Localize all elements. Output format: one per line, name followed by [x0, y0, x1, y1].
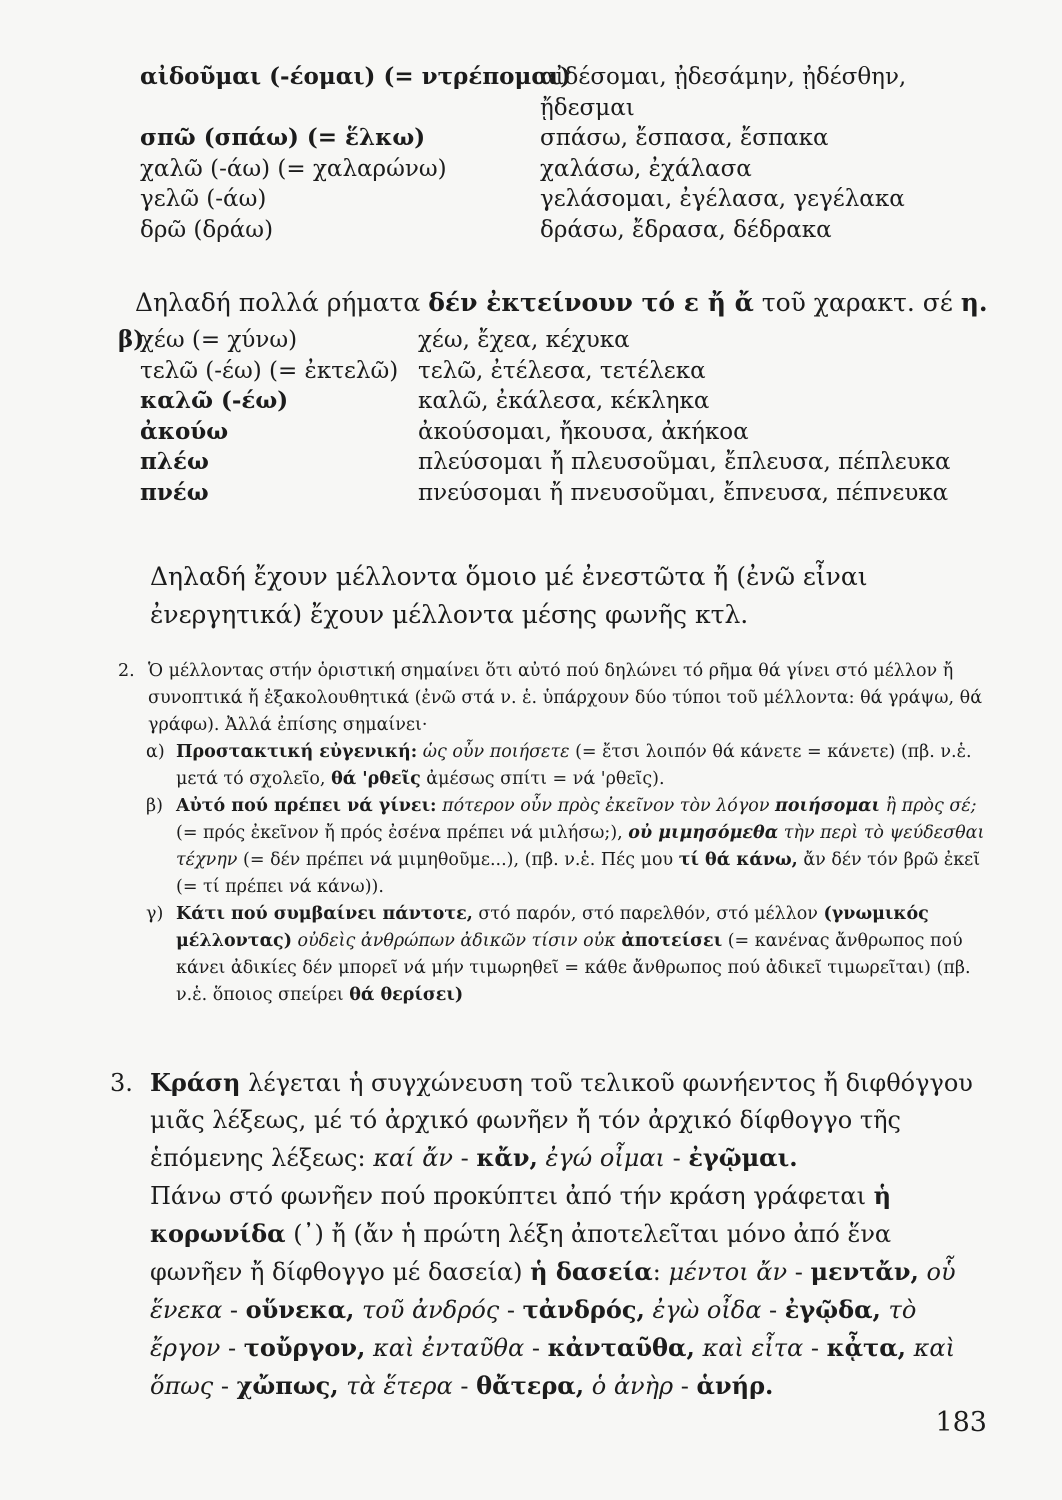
verb-forms: γελάσομαι, ἐγέλασα, γεγέλακα	[540, 186, 905, 212]
table-row	[140, 215, 985, 246]
beta-marker: β)	[118, 326, 145, 353]
section-2-item-c: γ) Κάτι πού συμβαίνει πάντοτε, στό παρόν, στό παρελθόν, στό μέλλον (γνωμικός μέλλοντας) οὐδεὶς ἀνθρώπων ἀδικῶν τίσιν οὐκ ἀποτείσει (= κανένας ἄνθρωπος πού κάνει ἀδικίες δέν μπορεῖ νά μήν τιμωρηθεῖ = κάθε ἄνθρωπος πού ἀδικεῖ τιμωρεῖται) (πβ. ν.ἑ. ὅποιος σπείρει θά θερίσει)	[146, 904, 971, 1005]
section-3	[110, 1064, 990, 1405]
section-3-para-2: Πάνω στό φωνῆεν πού προκύπτει ἀπό τήν κράση γράφεται ἡ κορωνίδα (᾿) ἤ (ἄν ἡ πρώτη λέξη ἀποτελεῖται μόνο ἀπό ἕνα φωνῆεν ἤ δίφθογγο μέ δασεία) ἡ δασεία: μέντοι ἄν - μεντἄν, οὗ ἕνεκα - οὕνεκα, τοῦ ἀνδρός - τἀνδρός, ἐγὼ οἶδα - ἐγῷδα, τὸ ἔργον - τοὔργον, καὶ ἐνταῦθα - κἀνταῦθα, καὶ εἶτα - κᾆτα, καὶ ὅπως - χὤπως, τὰ ἕτερα - θἄτερα, ὁ ἀνὴρ - ἁνήρ.	[150, 1181, 956, 1400]
section-3-para-1: 3. Κράση λέγεται ἡ συγχώνευση τοῦ τελικοῦ φωνήεντος ἤ διφθόγγου μιᾶς λέξεως, μέ τό ἀρχικό φωνῆεν ἤ τόν ἀρχικό δίφθογγο τῆς ἑπόμενης λέξεως: καί ἄν - κἄν, ἐγώ οἶμαι - ἐγῷμαι.	[110, 1064, 990, 1177]
verb-forms: δράσω, ἔδρασα, δέδρακα	[540, 216, 832, 243]
verb-lemma: τελῶ (-έω) (= ἐκτελῶ)	[140, 357, 399, 384]
section-number: 2.	[118, 661, 135, 681]
verb-lemma: καλῶ (-έω)	[140, 387, 289, 414]
verb-forms: πνεύσομαι ἤ πνευσοῦμαι, ἔπνευσα, πέπνευκα	[418, 479, 949, 506]
verb-lemma: χαλῶ (-άω) (= χαλαρώνω)	[140, 155, 447, 182]
verb-forms: καλῶ, ἐκάλεσα, κέκληκα	[418, 388, 710, 414]
verb-table-1	[140, 62, 985, 245]
summary-line-1: Δηλαδή πολλά ρήματα δέν ἐκτείνουν τό ε ἤ ἄ τοῦ χαρακτ. σέ η.	[135, 288, 988, 317]
verb-forms: τελῶ, ἐτέλεσα, τετέλεκα	[418, 357, 706, 384]
section-2-item-b: β) Αὐτό πού πρέπει νά γίνει: πότερον οὖν πρὸς ἐκεῖνον τὸν λόγον ποιήσομαι ἢ πρὸς σέ; (= πρός ἐκεῖνον ἤ πρός ἐσένα πρέπει νά μιλήσω;), οὐ μιμησόμεθα τὴν περὶ τὸ ψεύδεσθαι τέχνην (= δέν πρέπει νά μιμηθοῦμε...), (πβ. ν.ἑ. Πές μου τί θά κάνω, ἄν δέν τόν βρῶ ἐκεῖ (= τί πρέπει νά κάνω)).	[146, 796, 985, 897]
table-row	[140, 62, 985, 123]
table-row	[140, 123, 985, 154]
table-row	[118, 356, 951, 387]
verb-lemma: ἀκούω	[140, 417, 229, 445]
table-row	[118, 386, 951, 417]
verb-lemma: πνέω	[140, 478, 209, 506]
verb-lemma: δρῶ (δράω)	[140, 216, 274, 243]
page-number: 183	[935, 1407, 987, 1438]
verb-lemma: αἰδοῦμαι (-έομαι) (= ντρέπομαι)	[140, 63, 572, 90]
verb-forms: ἀκούσομαι, ἤκουσα, ἀκήκοα	[418, 418, 749, 445]
table-row	[140, 154, 985, 185]
table-row	[118, 417, 951, 448]
verb-forms: σπάσω, ἔσπασα, ἔσπακα	[540, 125, 829, 151]
verb-lemma: γελῶ (-άω)	[140, 186, 267, 212]
table-row	[140, 184, 985, 215]
verb-forms: πλεύσομαι ἤ πλευσοῦμαι, ἔπλευσα, πέπλευκα	[418, 449, 951, 475]
section-2-intro: 2. Ὁ μέλλοντας στήν ὁριστική σημαίνει ὅτι αὐτό πού δηλώνει τό ρῆμα θά γίνει στό μέλλον ἤ συνοπτικά ἤ ἐξακολουθητικά (ἐνῶ στά ν. ἑ. ὑπάρχουν δύο τύποι τοῦ μέλλοντα: θά γράψω, θά γράφω). Ἀλλά ἐπίσης σημαίνει·	[110, 658, 990, 739]
verb-lemma: σπῶ (σπάω) (= ἕλκω)	[140, 124, 426, 151]
verb-forms: χέω, ἔχεα, κέχυκα	[418, 327, 630, 353]
section-2	[110, 658, 990, 1009]
verb-forms: αἰδέσομαι, ᾐδεσάμην, ᾐδέσθην, ᾔδεσμαι	[540, 64, 907, 121]
verb-forms: χαλάσω, ἐχάλασα	[540, 155, 752, 182]
verb-lemma: πλέω	[140, 448, 209, 475]
table-row	[118, 447, 951, 478]
table-row	[118, 325, 951, 356]
table-row	[118, 478, 951, 509]
section-2-item-a: α) Προστακτική εὐγενική: ὡς οὖν ποιήσετε (= ἔτσι λοιπόν θά κάνετε = κάνετε) (πβ. ν.ἑ. μετά τό σχολεῖο, θά 'ρθεῖς ἀμέσως σπίτι = νά 'ρθεῖς).	[146, 742, 972, 789]
verb-table-2	[118, 325, 951, 508]
summary-line-2: Δηλαδή ἔχουν μέλλοντα ὅμοιο μέ ἐνεστῶτα ἤ (ἐνῶ εἶναι ἐνεργητικά) ἔχουν μέλλοντα μέσης φωνῆς κτλ.	[150, 562, 868, 629]
verb-lemma: χέω (= χύνω)	[140, 327, 298, 353]
section-number: 3.	[110, 1069, 133, 1097]
